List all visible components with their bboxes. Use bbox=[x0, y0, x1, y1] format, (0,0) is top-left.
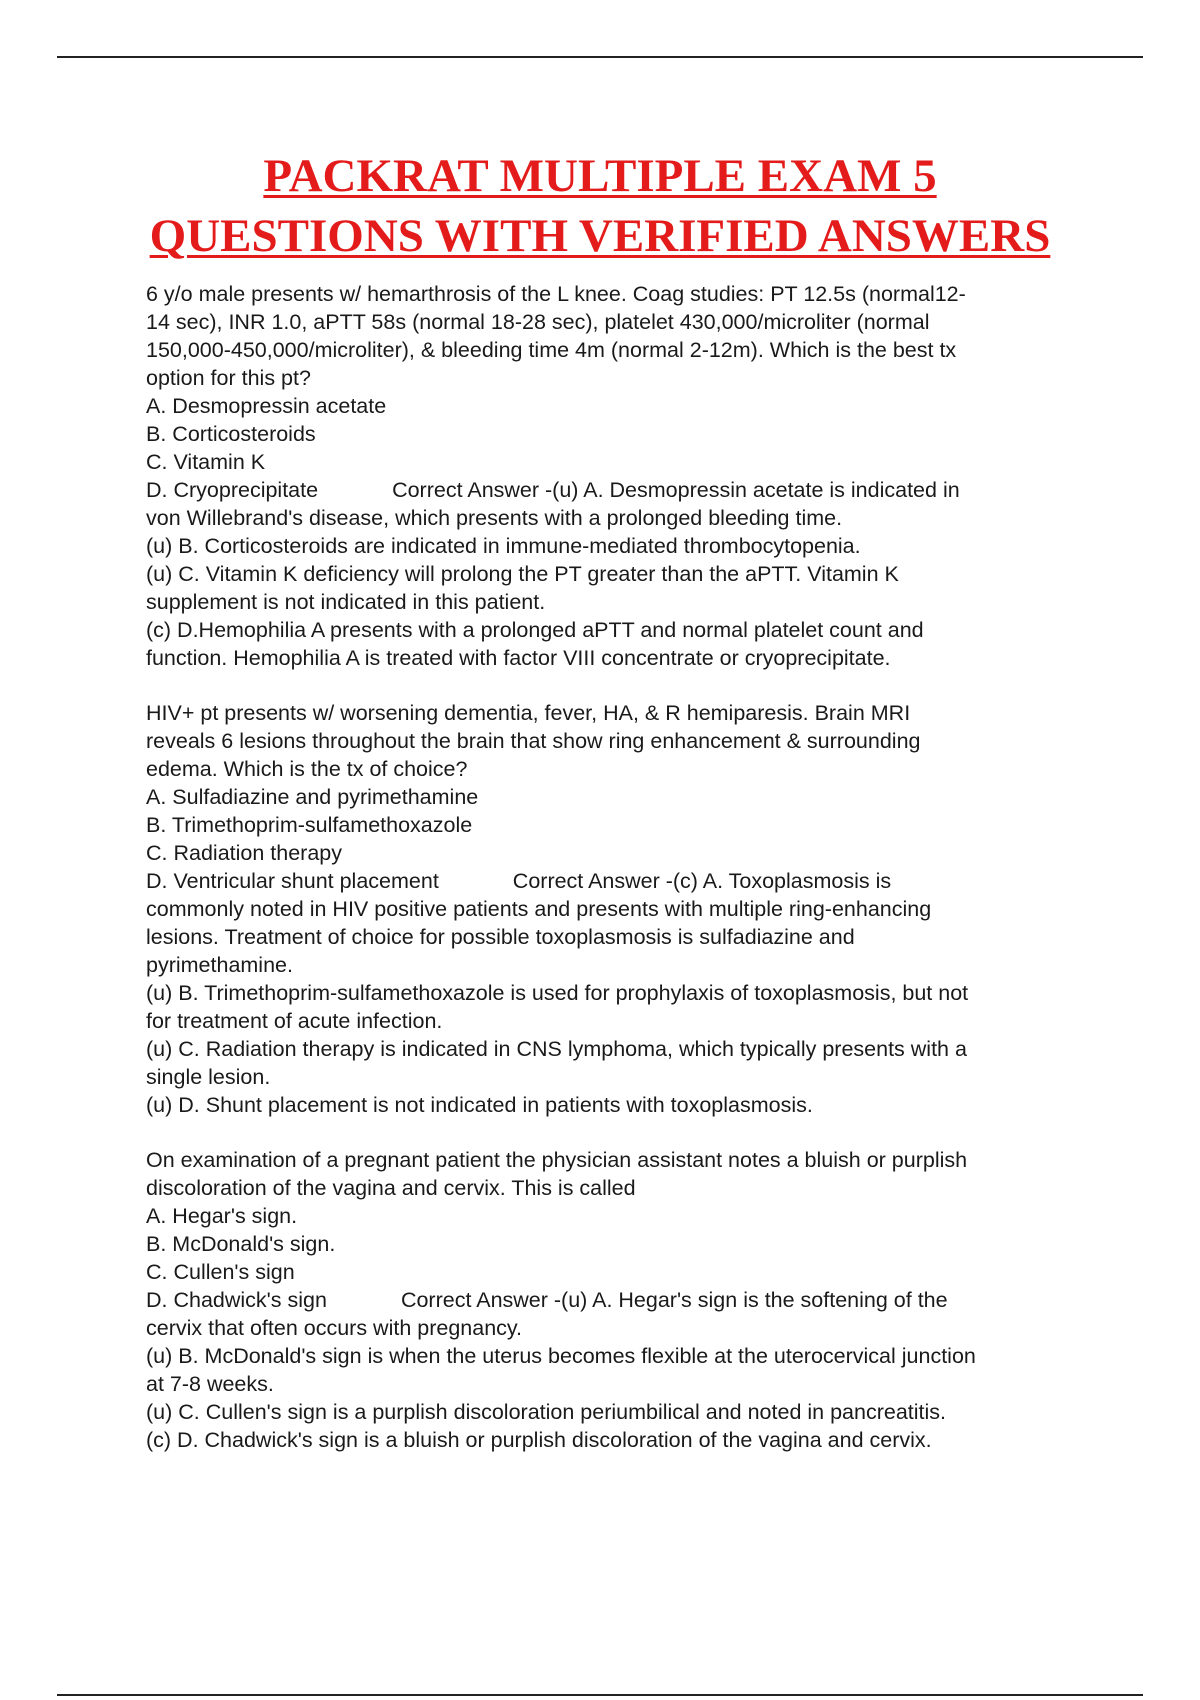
option-d-with-answer bbox=[146, 867, 1086, 895]
explanation-line: for treatment of acute infection. bbox=[146, 1009, 443, 1033]
explanation-line: lesions. Treatment of choice for possible toxoplasmosis is sulfadiazine and bbox=[146, 925, 855, 949]
explanation-line: (u) C. Cullen's sign is a purplish discoloration periumbilical and noted in pancreatitis. bbox=[146, 1400, 947, 1424]
option-c: C. Radiation therapy bbox=[146, 841, 342, 865]
explanation-line: at 7-8 weeks. bbox=[146, 1372, 274, 1396]
title-line-2: QUESTIONS WITH VERIFIED ANSWERS bbox=[149, 210, 1051, 262]
question-spacer bbox=[146, 1119, 1086, 1146]
option-d: D. Cryoprecipitate bbox=[146, 478, 319, 502]
option-d-with-answer bbox=[146, 1286, 1086, 1314]
bottom-rule bbox=[57, 1694, 1143, 1696]
correct-answer: Correct Answer -(c) A. Toxoplasmosis is bbox=[512, 869, 892, 893]
explanation-line: commonly noted in HIV positive patients and presents with multiple ring-enhancing bbox=[146, 897, 932, 921]
option-d-with-answer bbox=[146, 476, 1086, 504]
option-a: A. Desmopressin acetate bbox=[146, 394, 387, 418]
explanation-line: (u) B. McDonald's sign is when the uterus becomes flexible at the uterocervical junction bbox=[146, 1344, 976, 1368]
document-body bbox=[146, 280, 1086, 1454]
explanation-line: cervix that often occurs with pregnancy. bbox=[146, 1316, 523, 1340]
question-2 bbox=[146, 699, 1086, 1119]
question-3 bbox=[146, 1146, 1086, 1454]
option-d: D. Chadwick's sign bbox=[146, 1288, 327, 1312]
explanation-line: function. Hemophilia A is treated with factor VIII concentrate or cryoprecipitate. bbox=[146, 646, 891, 670]
option-c: C. Vitamin K bbox=[146, 450, 266, 474]
document-title bbox=[0, 146, 1200, 266]
question-spacer bbox=[146, 672, 1086, 699]
option-c: C. Cullen's sign bbox=[146, 1260, 295, 1284]
explanation-line: (c) D. Chadwick's sign is a bluish or purplish discoloration of the vagina and cervix. bbox=[146, 1428, 932, 1452]
question-stem-line: HIV+ pt presents w/ worsening dementia, fever, HA, & R hemiparesis. Brain MRI bbox=[146, 701, 911, 725]
question-stem-line: reveals 6 lesions throughout the brain that show ring enhancement & surrounding bbox=[146, 729, 921, 753]
explanation-line: von Willebrand's disease, which presents with a prolonged bleeding time. bbox=[146, 506, 843, 530]
correct-answer: Correct Answer -(u) A. Desmopressin acetate is indicated in bbox=[392, 478, 960, 502]
explanation-line: (u) C. Radiation therapy is indicated in CNS lymphoma, which typically presents with a bbox=[146, 1037, 967, 1061]
option-b: B. Corticosteroids bbox=[146, 422, 316, 446]
option-b: B. McDonald's sign. bbox=[146, 1232, 336, 1256]
explanation-line: (u) D. Shunt placement is not indicated in patients with toxoplasmosis. bbox=[146, 1093, 813, 1117]
explanation-line: (u) B. Corticosteroids are indicated in immune-mediated thrombocytopenia. bbox=[146, 534, 861, 558]
explanation-line: pyrimethamine. bbox=[146, 953, 293, 977]
question-stem-line: discoloration of the vagina and cervix. This is called bbox=[146, 1176, 636, 1200]
question-stem-line: option for this pt? bbox=[146, 366, 311, 390]
title-line-1: PACKRAT MULTIPLE EXAM 5 bbox=[263, 150, 937, 202]
explanation-line: single lesion. bbox=[146, 1065, 271, 1089]
explanation-line: (u) B. Trimethoprim-sulfamethoxazole is used for prophylaxis of toxoplasmosis, but not bbox=[146, 981, 969, 1005]
question-1 bbox=[146, 280, 1086, 672]
question-stem-line: edema. Which is the tx of choice? bbox=[146, 757, 468, 781]
option-a: A. Hegar's sign. bbox=[146, 1204, 298, 1228]
explanation-line: (u) C. Vitamin K deficiency will prolong the PT greater than the aPTT. Vitamin K bbox=[146, 562, 899, 586]
explanation-line: supplement is not indicated in this patient. bbox=[146, 590, 546, 614]
option-d: D. Ventricular shunt placement bbox=[146, 869, 439, 893]
question-stem-line: 150,000-450,000/microliter), & bleeding time 4m (normal 2-12m). Which is the best tx bbox=[146, 338, 957, 362]
correct-answer: Correct Answer -(u) A. Hegar's sign is the softening of the bbox=[400, 1288, 948, 1312]
question-stem-line: On examination of a pregnant patient the physician assistant notes a bluish or purplish bbox=[146, 1148, 968, 1172]
option-b: B. Trimethoprim-sulfamethoxazole bbox=[146, 813, 473, 837]
question-stem-line: 6 y/o male presents w/ hemarthrosis of the L knee. Coag studies: PT 12.5s (normal12- bbox=[146, 282, 966, 306]
explanation-line: (c) D.Hemophilia A presents with a prolonged aPTT and normal platelet count and bbox=[146, 618, 924, 642]
question-stem-line: 14 sec), INR 1.0, aPTT 58s (normal 18-28 sec), platelet 430,000/microliter (normal bbox=[146, 310, 930, 334]
option-a: A. Sulfadiazine and pyrimethamine bbox=[146, 785, 479, 809]
top-rule bbox=[57, 56, 1143, 58]
